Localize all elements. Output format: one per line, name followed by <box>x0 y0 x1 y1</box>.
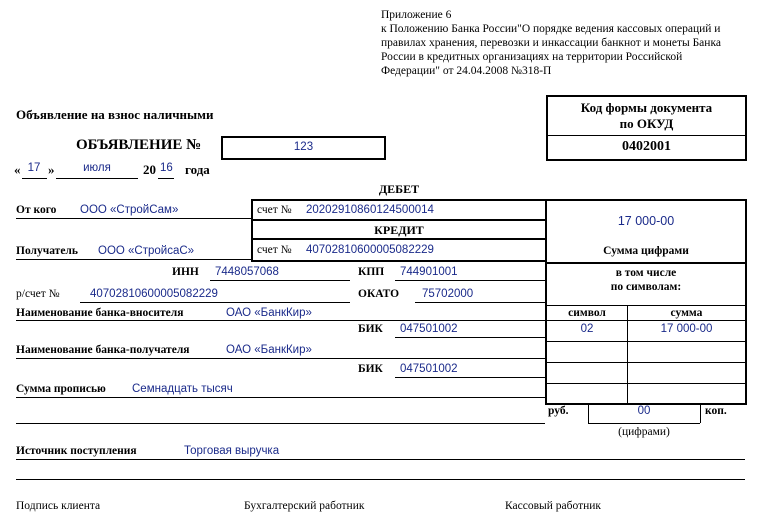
symbol-header: символ <box>568 307 606 319</box>
debit-account-box <box>251 199 547 221</box>
okud-title-line: по ОКУД <box>619 116 674 131</box>
words-value[interactable]: Семнадцать тысяч <box>132 383 233 395</box>
symbols-header-top <box>547 305 745 306</box>
kop-value[interactable]: 00 <box>637 405 651 417</box>
from-value[interactable]: ООО «СтройСам» <box>80 204 179 216</box>
date-quote-close: » <box>48 162 55 177</box>
date-year[interactable]: 16 <box>160 162 173 174</box>
inn-value[interactable]: 7448057068 <box>215 266 279 278</box>
amount-value[interactable]: 17 000-00 <box>617 214 675 228</box>
recipient-line <box>16 259 253 260</box>
source-value[interactable]: Торговая выручка <box>184 445 280 457</box>
symbols-row-line <box>547 362 745 363</box>
source-line-2 <box>16 479 745 480</box>
kpp-label: КПП <box>358 266 385 278</box>
okud-box <box>546 95 747 161</box>
figures-label: (цифрами) <box>618 426 670 438</box>
symbols-row-line <box>547 341 745 342</box>
credit-label-box <box>251 219 547 240</box>
amount-digits-label: Сумма цифрами <box>603 245 689 257</box>
number-label: ОБЪЯВЛЕНИЕ № <box>76 137 202 153</box>
symbols-heading <box>547 266 745 294</box>
date-month[interactable]: июля <box>83 162 111 174</box>
words-line-2 <box>16 423 545 424</box>
okud-title-line: Код формы документа <box>580 100 713 115</box>
okud-title <box>548 100 745 132</box>
okato-line <box>415 302 545 303</box>
accountant-signature-label: Бухгалтерский работник <box>244 500 365 512</box>
bik-line-2 <box>395 377 545 378</box>
inn-label: ИНН <box>172 266 199 278</box>
kpp-value[interactable]: 744901001 <box>400 266 458 278</box>
number-value: 123 <box>293 141 314 153</box>
date-quote-open: « <box>14 162 21 177</box>
client-signature-label: Подпись клиента <box>16 500 101 512</box>
sum-cell[interactable]: 17 000-00 <box>660 323 713 335</box>
from-label: От кого <box>16 204 57 216</box>
bik-line-1 <box>395 337 545 338</box>
recipient-bank-value[interactable]: ОАО «БанкКир» <box>226 344 312 356</box>
source-line <box>16 459 745 460</box>
date-day-line <box>22 178 47 179</box>
kop-label: коп. <box>705 405 727 417</box>
depositor-bank-line <box>16 320 545 321</box>
date-day[interactable]: 17 <box>27 162 41 174</box>
form-heading: Объявление на взнос наличными <box>16 107 214 122</box>
okud-divider <box>548 135 745 136</box>
amount-box <box>545 199 747 264</box>
rs-label: р/счет № <box>16 288 60 300</box>
symbols-heading-line: по символам: <box>610 281 682 293</box>
rs-line <box>80 302 350 303</box>
recipient-bank-line <box>16 358 545 359</box>
debit-account-label: счет № <box>257 204 292 216</box>
kop-divider <box>700 405 701 423</box>
appendix-line: к Положению Банка России"О порядке ведения кассовых операций и <box>381 23 721 35</box>
kpp-line <box>395 280 545 281</box>
rs-value[interactable]: 40702810600005082229 <box>90 288 218 300</box>
credit-account-box <box>251 238 547 262</box>
debit-label: ДЕБЕТ <box>378 182 420 196</box>
appendix-line: Приложение 6 <box>381 9 452 21</box>
source-label: Источник поступления <box>16 445 137 457</box>
date-year-label: года <box>185 162 210 177</box>
bik-label-1: БИК <box>358 323 383 335</box>
words-line <box>16 397 545 398</box>
words-label: Сумма прописью <box>16 383 106 395</box>
symbols-heading-line: в том числе <box>615 267 677 279</box>
credit-account[interactable]: 40702810600005082229 <box>306 244 434 256</box>
okato-label: ОКАТО <box>358 288 400 300</box>
sum-header: сумма <box>670 307 703 319</box>
okato-value[interactable]: 75702000 <box>422 288 474 300</box>
symbols-table <box>545 262 747 405</box>
debit-account[interactable]: 20202910860124500014 <box>306 204 434 216</box>
bik-value-2[interactable]: 047501002 <box>400 363 458 375</box>
number-box[interactable] <box>221 136 386 160</box>
credit-label: КРЕДИТ <box>374 223 424 237</box>
okud-code: 0402001 <box>622 139 671 154</box>
from-line <box>16 218 253 219</box>
symbols-col-divider <box>627 305 628 403</box>
recipient-value[interactable]: ООО «СтройсаС» <box>98 245 195 257</box>
cashier-signature-label: Кассовый работник <box>505 500 601 512</box>
rub-label: руб. <box>548 405 569 417</box>
symbols-header-bottom <box>547 320 745 321</box>
bik-label-2: БИК <box>358 363 383 375</box>
bik-value-1[interactable]: 047501002 <box>400 323 458 335</box>
kop-line <box>588 423 700 424</box>
appendix-note <box>381 8 721 78</box>
date-year-prefix: 20 <box>143 162 156 177</box>
appendix-line: Федерации" от 24.04.2008 №318-П <box>381 65 552 77</box>
inn-line <box>210 280 350 281</box>
date-month-line <box>56 178 138 179</box>
credit-account-label: счет № <box>257 244 292 256</box>
symbol-cell[interactable]: 02 <box>580 323 594 335</box>
recipient-bank-label: Наименование банка-получателя <box>16 344 190 356</box>
symbols-row-line <box>547 383 745 384</box>
date-year-line <box>158 178 174 179</box>
appendix-line: России в кредитных организациях на территории Российской <box>381 51 683 63</box>
appendix-line: правилах хранения, перевозки и инкассации банкнот и монеты Банка <box>381 37 721 49</box>
recipient-label: Получатель <box>16 245 78 257</box>
depositor-bank-label: Наименование банка-вносителя <box>16 307 184 319</box>
depositor-bank-value[interactable]: ОАО «БанкКир» <box>226 307 312 319</box>
